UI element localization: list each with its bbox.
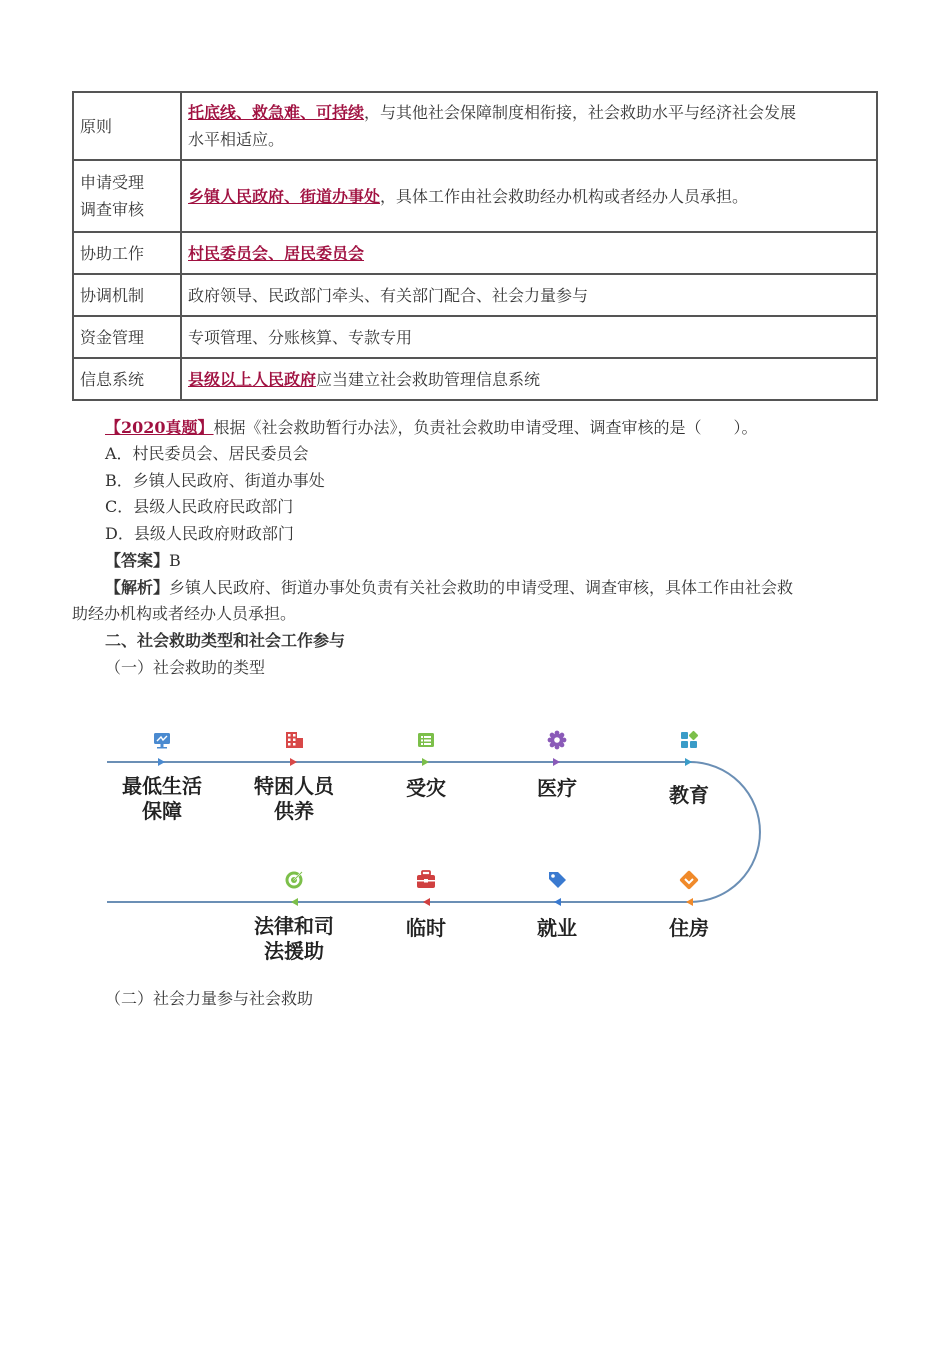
assistance-types-diagram: [100, 720, 790, 980]
content-text: 应当建立社会救助管理信息系统: [316, 369, 541, 389]
highlight-text: 乡镇人民政府、街道办事处: [188, 186, 381, 206]
folder-list-icon: [418, 733, 434, 747]
type-label: 住房: [669, 916, 709, 940]
option-a: A．村民委员会、居民委员会: [105, 444, 309, 463]
type-label: 供养: [274, 799, 314, 823]
analysis-tag: 【解析】: [105, 578, 170, 597]
answer-tag: 【答案】: [105, 551, 170, 570]
content-text: ，与其他社会保障制度相衔接，社会救助水平与经济社会发展: [364, 103, 797, 122]
answer-line: [105, 548, 181, 574]
flow-arrow: [291, 898, 298, 906]
row-content: [181, 358, 877, 400]
row-label-line: 申请受理: [80, 173, 145, 192]
row-label: [73, 358, 181, 400]
highlight-text: 村民委员会、居民委员会: [188, 243, 365, 263]
table-row: [73, 160, 877, 232]
row-content: [181, 92, 877, 160]
analysis-line-2: 助经办机构或者经办人员承担。: [72, 604, 297, 623]
table-row: [73, 232, 877, 274]
heart-badge-icon: [679, 870, 699, 890]
row-label-line: 原则: [80, 116, 113, 136]
question-stem-line: [105, 415, 758, 441]
table-row: [73, 274, 877, 316]
option-b: B．乡镇人民政府、街道办事处: [105, 471, 325, 490]
monitor-icon: [154, 733, 170, 749]
type-label: 最低生活: [122, 774, 202, 798]
table-row: [73, 358, 877, 400]
info-table: [72, 91, 878, 401]
gear-icon: [548, 731, 567, 750]
row-content: [181, 232, 877, 274]
row-label-line: 协调机制: [80, 285, 145, 305]
target-icon: [286, 872, 303, 889]
content-text: ，具体工作由社会救助经办机构或者经办人员承担。: [380, 186, 749, 206]
row-content: [181, 316, 877, 358]
row-label: [73, 92, 181, 160]
table-row: [73, 316, 877, 358]
row-label-line: 调查审核: [80, 200, 145, 219]
building-icon: [286, 732, 303, 748]
row-label: [73, 232, 181, 274]
type-label: 法律和司: [254, 914, 334, 938]
question-stem: 根据《社会救助暂行办法》，负责社会救助申请受理、调查审核的是（ ）。: [213, 418, 758, 437]
analysis-text-1: 乡镇人民政府、街道办事处负责有关社会救助的申请受理、调查审核，具体工作由社会救: [169, 578, 794, 597]
question-tag: 【2020真题】: [105, 418, 214, 437]
type-label: 受灾: [406, 776, 446, 800]
type-label: 保障: [142, 799, 182, 823]
flow-arrow: [423, 898, 430, 906]
flow-arrow: [685, 758, 692, 766]
type-label: 教育: [669, 783, 709, 807]
row-label: [73, 316, 181, 358]
flow-arrow: [422, 758, 429, 766]
subsection-types: （一）社会救助的类型: [105, 658, 266, 677]
section-heading: 二、社会救助类型和社会工作参与: [105, 631, 346, 650]
flow-arrow: [290, 758, 297, 766]
content-text: 专项管理、分账核算、专款专用: [188, 327, 413, 347]
row-label: [73, 160, 181, 232]
row-content: [181, 160, 877, 232]
apps-icon: [681, 731, 698, 748]
type-label: 特困人员: [254, 774, 334, 798]
analysis-line-1: [105, 575, 793, 601]
answer-value: B: [169, 551, 181, 570]
tag-icon: [549, 872, 566, 888]
flow-arrow: [158, 758, 165, 766]
option-d: D．县级人民政府财政部门: [105, 524, 294, 543]
type-label: 临时: [406, 916, 446, 940]
content-text: 政府领导、民政部门牵头、有关部门配合、社会力量参与: [188, 285, 589, 305]
flow-arrow: [686, 898, 693, 906]
highlight-text: 托底线、救急难、可持续: [188, 103, 365, 122]
row-label: [73, 274, 181, 316]
row-label-line: 协助工作: [80, 243, 145, 263]
type-label: 医疗: [537, 776, 577, 800]
subsection-social-forces: （二）社会力量参与社会救助: [105, 989, 314, 1008]
highlight-text: 县级以上人民政府: [188, 369, 317, 389]
row-label-line: 资金管理: [80, 327, 145, 347]
row-content: [181, 274, 877, 316]
flow-arrow: [554, 898, 561, 906]
row-label-line: 信息系统: [80, 369, 145, 389]
table-row: [73, 92, 877, 160]
briefcase-icon: [417, 871, 435, 888]
option-c: C．县级人民政府民政部门: [105, 497, 294, 516]
type-label: 法援助: [264, 939, 324, 963]
flow-arrow: [553, 758, 560, 766]
content-text-cont: 水平相适应。: [188, 130, 285, 149]
type-label: 就业: [537, 916, 577, 940]
